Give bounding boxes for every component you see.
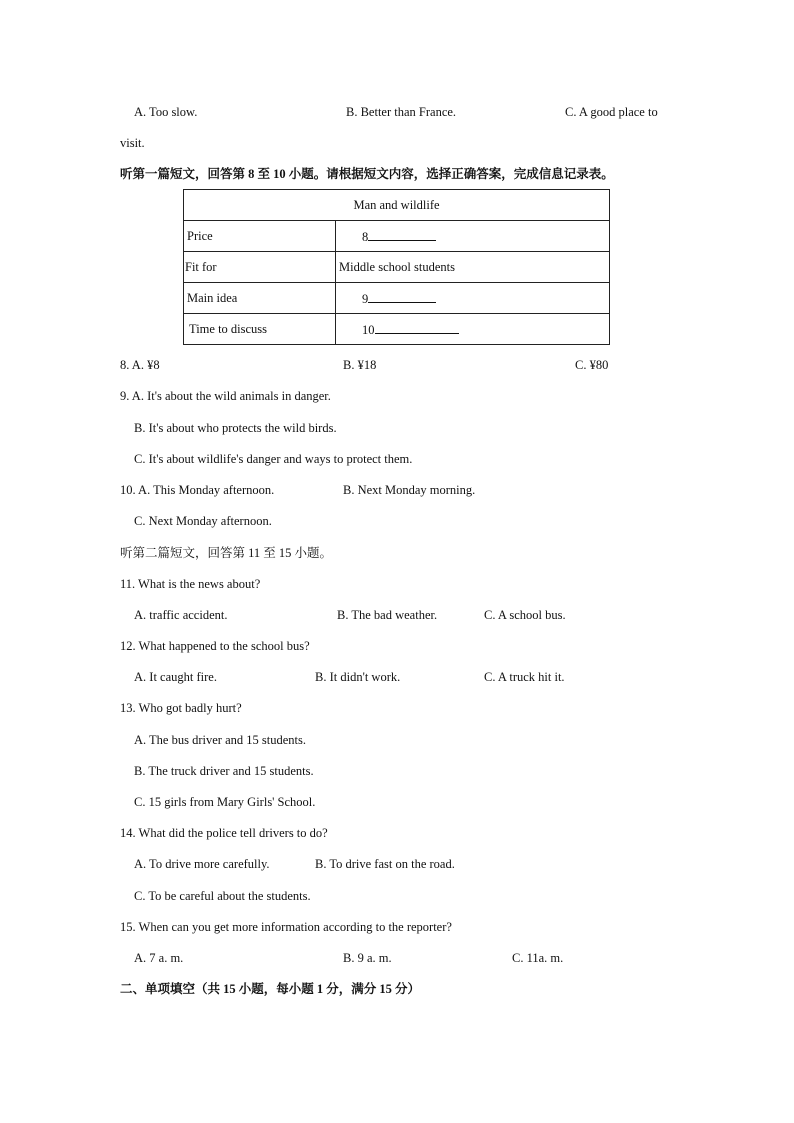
option-c-good-place: C. A good place to bbox=[565, 105, 658, 119]
q12-option-a: A. It caught fire. bbox=[134, 670, 217, 684]
table-row bbox=[184, 314, 610, 345]
q14-stem: 14. What did the police tell drivers to do? bbox=[120, 826, 328, 840]
table-title: Man and wildlife bbox=[184, 190, 610, 221]
q8-option-b: B. ¥18 bbox=[343, 358, 377, 372]
q12-stem: 12. What happened to the school bus? bbox=[120, 639, 310, 653]
answer-blank[interactable] bbox=[375, 321, 459, 334]
answer-blank[interactable] bbox=[368, 290, 436, 303]
q11-stem: 11. What is the news about? bbox=[120, 577, 261, 591]
q15-option-c: C. 11a. m. bbox=[512, 951, 564, 965]
section1-instruction: 听第一篇短文，回答第 8 至 10 小题。请根据短文内容，选择正确答案，完成信息记录表。 bbox=[120, 167, 614, 181]
table-cell-value: Middle school students bbox=[336, 252, 610, 283]
blank-number: 10 bbox=[362, 322, 375, 337]
q12-option-c: C. A truck hit it. bbox=[484, 670, 565, 684]
table-cell-label: Main idea bbox=[184, 283, 336, 314]
q14-option-a: A. To drive more carefully. bbox=[134, 857, 270, 871]
q10-option-a: 10. A. This Monday afternoon. bbox=[120, 483, 275, 497]
q13-stem: 13. Who got badly hurt? bbox=[120, 701, 242, 715]
q10-option-c: C. Next Monday afternoon. bbox=[134, 514, 272, 528]
table-cell-label: Fit for bbox=[184, 252, 336, 283]
table-cell-label: Time to discuss bbox=[184, 314, 336, 345]
q15-option-b: B. 9 a. m. bbox=[343, 951, 392, 965]
section2-instruction: 听第二篇短文，回答第 11 至 15 小题。 bbox=[120, 546, 333, 560]
q14-option-b: B. To drive fast on the road. bbox=[315, 857, 455, 871]
q11-option-a: A. traffic accident. bbox=[134, 608, 228, 622]
q15-stem: 15. When can you get more information according to the reporter? bbox=[120, 920, 452, 934]
q13-option-b: B. The truck driver and 15 students. bbox=[134, 764, 314, 778]
table-row bbox=[184, 283, 610, 314]
q13-option-a: A. The bus driver and 15 students. bbox=[134, 733, 306, 747]
q9-option-a: 9. A. It's about the wild animals in danger. bbox=[120, 389, 331, 403]
option-c-continuation: visit. bbox=[120, 136, 145, 150]
info-record-table bbox=[183, 189, 610, 345]
blank-number: 8 bbox=[362, 229, 369, 244]
blank-number: 9 bbox=[362, 291, 369, 306]
q12-option-b: B. It didn't work. bbox=[315, 670, 401, 684]
q9-option-b: B. It's about who protects the wild birds. bbox=[134, 421, 337, 435]
option-b-better-than-france: B. Better than France. bbox=[346, 105, 457, 119]
option-a-too-slow: A. Too slow. bbox=[134, 105, 198, 119]
table-cell-value bbox=[336, 314, 610, 345]
table-row bbox=[184, 252, 610, 283]
q8-option-c: C. ¥80 bbox=[575, 358, 609, 372]
table-cell-value bbox=[336, 221, 610, 252]
part2-heading: 二、单项填空（共 15 小题，每小题 1 分，满分 15 分） bbox=[120, 982, 421, 996]
table-cell-label: Price bbox=[184, 221, 336, 252]
table-cell-value bbox=[336, 283, 610, 314]
q13-option-c: C. 15 girls from Mary Girls' School. bbox=[134, 795, 316, 809]
q14-option-c: C. To be careful about the students. bbox=[134, 889, 311, 903]
q11-option-b: B. The bad weather. bbox=[337, 608, 438, 622]
q8-option-a: 8. A. ¥8 bbox=[120, 358, 160, 372]
table-row bbox=[184, 221, 610, 252]
answer-blank[interactable] bbox=[368, 228, 436, 241]
q9-option-c: C. It's about wildlife's danger and ways to protect them. bbox=[134, 452, 413, 466]
q11-option-c: C. A school bus. bbox=[484, 608, 566, 622]
q15-option-a: A. 7 a. m. bbox=[134, 951, 184, 965]
q10-option-b: B. Next Monday morning. bbox=[343, 483, 476, 497]
